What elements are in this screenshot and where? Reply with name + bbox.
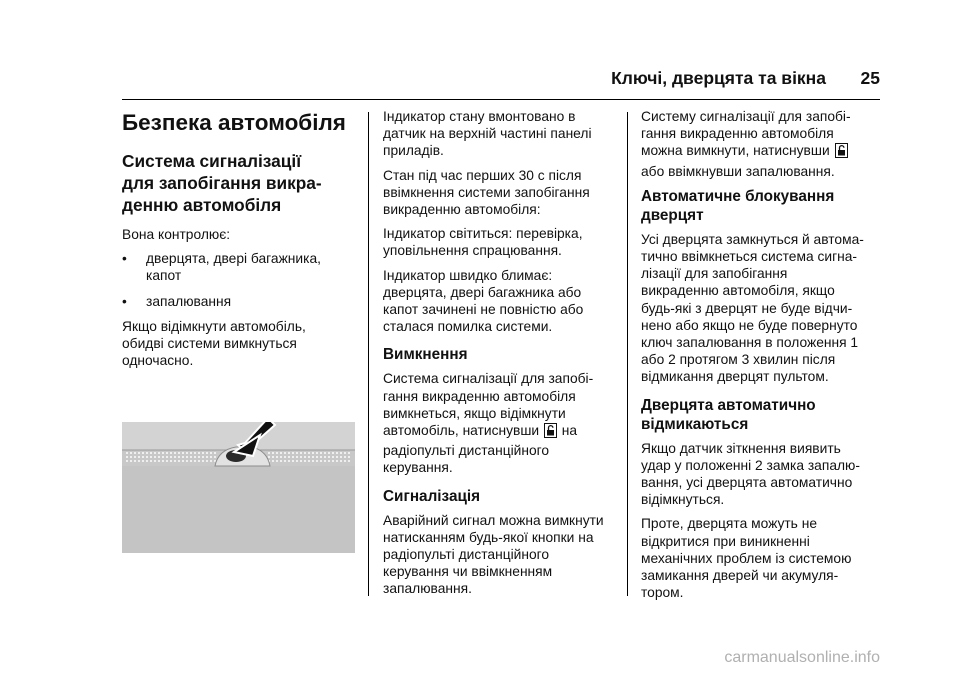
heading-auto-unlock: Дверцята автоматично відмикаються bbox=[641, 396, 816, 433]
alarm-paragraph: Аварійний сигнал можна вимкнути натисканням будь-якої кнопки на радіопульті дистанційного керування чи ввімкненням запалювання. bbox=[383, 512, 604, 597]
column-divider-2 bbox=[627, 112, 628, 596]
monitored-list bbox=[122, 250, 354, 310]
column-1 bbox=[122, 108, 354, 376]
column-2 bbox=[383, 108, 613, 605]
unlock-icon bbox=[835, 143, 848, 162]
unlock-icon bbox=[544, 423, 557, 442]
deactivation-cont-paragraph: Систему сигналізації для запобі- гання викраденню автомобіля можна вимкнути, натиснувши або ввімкнувши запалювання. bbox=[641, 109, 851, 179]
first-30s-paragraph: Стан під час перших 30 с після ввімкнення системи запобігання викраденню автомобіля: bbox=[383, 167, 590, 218]
running-header bbox=[0, 68, 880, 92]
indicator-lit-paragraph: Індикатор світиться: перевірка, уповільнення спрацювання. bbox=[383, 226, 583, 259]
indicator-location-paragraph: Індикатор стану вмонтовано в датчик на верхній частині панелі приладів. bbox=[383, 109, 592, 159]
heading-auto-lock: Автоматичне блокування дверцят bbox=[641, 187, 835, 224]
dashboard-illustration bbox=[122, 422, 355, 553]
heading-alarm: Сигналізація bbox=[383, 487, 481, 505]
list-item: • запалювання bbox=[122, 293, 232, 309]
heading-deactivation: Вимкнення bbox=[383, 346, 468, 364]
header-rule bbox=[122, 99, 880, 100]
page-number: 25 bbox=[860, 68, 880, 88]
intro-text: Вона контролює: bbox=[122, 227, 231, 242]
auto-lock-paragraph: Усі дверцята замкнуться й автома- тично ввімкнеться система сигна- лізації для запобігання викраденню автомобіля, якщо будь-які з дверцят не буде відчи- нено або якщо не буде повернуто ключ запалювання в положення 1 або 2 протягом 3 хвилин після відмикання дверцят пультом. bbox=[641, 231, 864, 385]
header-title: Ключі, дверцята та вікна bbox=[611, 68, 826, 88]
indicator-blink-paragraph: Індикатор швидко блимає: дверцята, двері багажника або капот зачинені не повністю або сталася помилка системи. bbox=[383, 267, 584, 335]
deactivation-paragraph: Система сигналізації для запобі- гання викраденню автомобіля вимкнеться, якщо відімкнути автомобіль, натиснувши на радіопульті дистанційного керування. bbox=[383, 371, 594, 476]
auto-unlock-paragraph: Якщо датчик зіткнення виявить удар у положенні 2 замка запалю- вання, усі дверцята автоматично відімкнуться. bbox=[641, 440, 860, 508]
section-heading-alarm-system: Система сигналізації для запобігання викра- денню автомобіля bbox=[122, 151, 322, 215]
main-heading: Безпека автомобіля bbox=[122, 110, 346, 135]
mechanical-problems-paragraph: Проте, дверцята можуть не відкритися при виникненні механічних проблем із системою замикання дверей чи акумуля- тором. bbox=[641, 516, 852, 601]
list-item: • дверцята, двері багажника, капот bbox=[122, 251, 321, 284]
column-3 bbox=[641, 108, 881, 608]
watermark: carmanualsonline.info bbox=[724, 649, 880, 666]
closing-paragraph: Якщо відімкнути автомобіль, обидві системи вимкнуться одночасно. bbox=[122, 318, 306, 369]
column-divider-1 bbox=[368, 112, 369, 596]
dashboard-indicator-figure bbox=[122, 422, 355, 553]
